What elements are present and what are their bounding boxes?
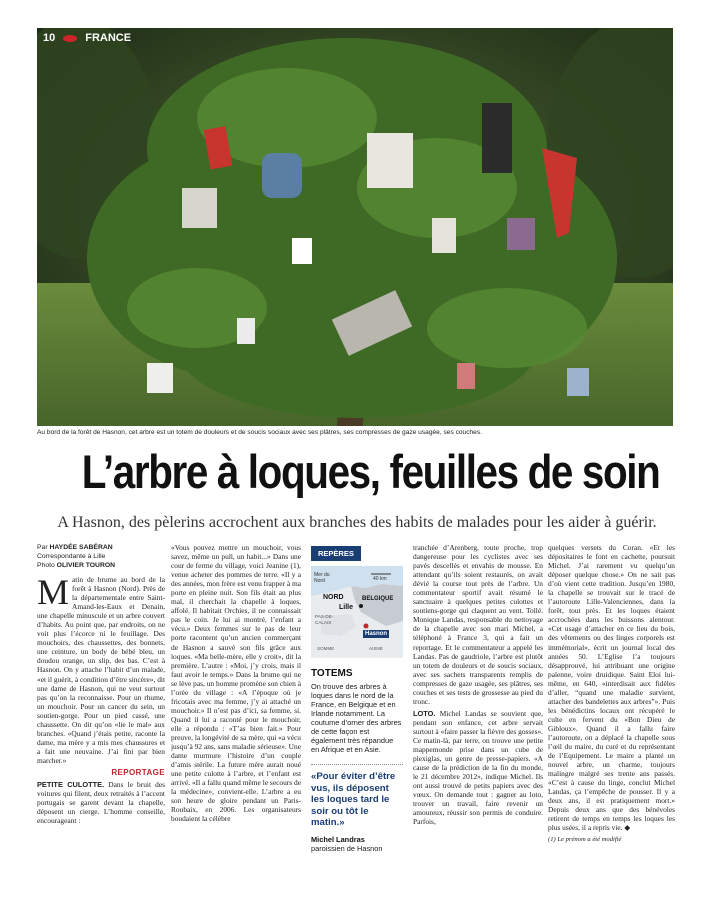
article-column-2 <box>171 543 301 897</box>
page-header <box>37 28 131 48</box>
section-label: FRANCE <box>85 32 132 44</box>
hero-photo <box>37 28 673 426</box>
map-label-sea: Mer du Nord <box>314 572 330 584</box>
map-label-belgique: BELGIQUE <box>362 596 394 602</box>
subheadline: A Hasnon, des pèlerins accrochent aux branches des habits de malades pour les aider à guérir. <box>57 514 657 531</box>
photo-caption: Au bord de la forêt de Hasnon, cet arbre est un totem de douleurs et de soucis sociaux avec ses plâtres, ses compresses de gaze usagée, ses couches. <box>37 429 482 436</box>
sidebar-divider <box>311 764 403 765</box>
article-column-5 <box>548 543 675 897</box>
reportage-kicker: REPORTAGE <box>111 767 165 777</box>
map-label-pas-de-calais: PAS-DE-CALAIS <box>315 614 334 625</box>
map-label-aisne: AISNE <box>369 646 383 651</box>
section-runin-loto: LOTO. <box>413 708 436 718</box>
byline <box>37 543 167 570</box>
rag-tree-photo-illustration <box>37 28 673 426</box>
section-marker-icon <box>63 35 77 42</box>
article-col4-continued: Michel Landas se souvient que, pendant son enfance, cet arbre servait surtout à «faire passer la fièvre des gosses». Ce matin-là, par terre, on trouve une petite mappemonde prise dans un cube de plexiglas, un genre de presse-papiers. «A cause de la prédiction de la fin du monde, le 21 décembre 2012», indique Michel. Ils ont aussi trouvé de petits papiers avec des vœux. On demande tout : gagner au loto, trouver un travail, faire revenir un amoureux, réussir son permis de conduire. Parfois, <box>413 708 543 827</box>
dropcap: M <box>37 575 70 612</box>
page-number: 10 <box>43 32 56 44</box>
totems-title: TOTEMS <box>311 668 353 679</box>
author-role: Correspondante à Lille <box>37 553 106 560</box>
photo-prefix: Photo <box>37 562 57 569</box>
quote-author: Michel Landras <box>311 834 365 844</box>
article-column-1 <box>37 575 165 897</box>
headline: L’arbre à loques, feuilles de soin <box>81 445 660 498</box>
article-col1-continued: Dans le bruit des voitures qui filent, deux retraités à l’accent portugais se garent devant la chapelle, déposent un cierge. L’homme conseille, encourageant : <box>37 780 165 826</box>
map-label-hasnon: Hasnon <box>365 631 388 637</box>
author-name: HAYDÉE SABÉRAN <box>49 544 113 551</box>
map-label-somme: SOMME <box>317 646 335 651</box>
map-label-nord: NORD <box>323 594 344 601</box>
map-label-scale: 40 km <box>373 576 387 582</box>
end-of-article-mark: ◆ <box>624 823 631 833</box>
article-intro: atin de brume au bord de la forêt à Hasnon (Nord). Près de la départementale entre Saint-Amand-les-Eaux et Denain, une chapelle minuscule et un arbre couvert d’habits. Au point que, par endroits, on ne voit plus l’écorce ni le feuillage. Des mouchoirs, des chaussettes, des bonnets, une ceinture, un body de bébé bleu, un doudou orange, un slip, des bas. C’est à Hasnon. On y attache l’habit d’un malade, «et il guérit, à condition d’être sincère», dit une dame de Hasnon, qui ne veut surtout pas qu’on la reconnaisse. Pour un rhume, un mouchoir. Pour un cancer du sein, un soutien-gorge. Pour un pied cassé, une chaussette. On dit qu’on «lie le mal» aux branches. «Quand j’étais petite, raconte la dame, ma mère y a mis mes chaussures et a fait une neuvaine. J’ai fini par bien marcher.» <box>37 575 165 765</box>
article-column-4 <box>413 543 543 897</box>
photographer-name: OLIVIER TOURON <box>56 562 116 569</box>
section-runin-petite-culotte: PETITE CULOTTE. <box>37 780 105 790</box>
location-map <box>311 566 403 658</box>
quote-role: paroissien de Hasnon <box>311 843 383 853</box>
article-col4-text: tranchée d’Arenberg, toute proche, trop dangereuse pour les cyclistes avec ses pavés descellés et envahis de mousse. En attendant qu’ils soient restaurés, on avait dévié la course tout près de l’arbre. Un commentateur sportif avait résumé le sanctuaire à quelques petites culottes et soutiens-gorge qui claquent au vent. Tollé. Monique Landas, responsable du nettoyage de la chapelle avec son mari Michel, a téléphoné à France 3, qui a fait un reportage. Et le commentateur a appelé les Landas. Pas de gaudriole, l’arbre est plutôt un totem de douleurs et de soucis sociaux, avec ses sachets transparents remplis de compresses de gaze usagée, ses plâtres, ses couches et ses tests de grossesse au pied du tronc. <box>413 543 543 706</box>
byline-prefix: Par <box>37 544 50 551</box>
article-col2-text: «Vous pouvez mettre un mouchoir, vous savez, même un pull, un habit...» Dans une cour de ferme du village, voici Jeanine (1), venue acheter des pommes de terre. «Il y a des années, mon frère est venu frapper à ma porte en pleine nuit. Son fils était au plus mal, il cherchait la chapelle à loques, affolé. Il habitait Orchies, il ne connaissait pas le coin. Je lui ai montré, l’enfant a vécu.» Deux femmes sur le pas de leur porte racontent qu’un ancien commerçant de Hasnon a sauvé son fils grâce aux loques. «Ma belle-mère, elle y croit», dit la première. L’autre : «Moi, j’y crois, mais il faut avoir le temps.» Dans la brume qui ne se lève pas, un homme promène son chien à l’orée du village : «A l’époque où je fricotais avec ma femme, j’y ai attaché un mouchoir.» Il n’est pas d’ici, sa femme, si. Quand il lui a raconté pour le mouchoir, elle a répondu : «T’as bien fait.» Pour preuve, la longévité de sa mère, qui «a vécu jusqu’à 92 ans, sans maladie sérieuse». Une dame murmure l’histoire d’un couple d’amis stérile. La future mère aurait noué une petite culotte à l’arbre, et l’enfant est arrivé. «Il a fallu quand même le secours de la médecine», convient-elle. L’arbre a eu son heure de gloire pendant un Paris-Roubaix, en 2006. Les organisateurs boudaient la célèbre <box>171 543 301 824</box>
reperes-label: REPÈRES <box>311 546 361 561</box>
map-label-lille: Lille <box>339 604 354 611</box>
sidebar-reperes <box>311 543 403 897</box>
totems-text: On trouve des arbres à loques dans le nord de la France, en Belgique et en Irlande notamment. La coutume d’orner des arbres de cette façon est également très répandue en Afrique et en Asie. <box>311 682 402 754</box>
pull-quote: «Pour éviter d’être vus, ils déposent les loques tard le soir ou tôt le matin.» <box>311 771 396 828</box>
footnote: (1) Le prénom a été modifié <box>548 835 622 843</box>
article-col5-text: quelques versets du Coran. «Et les dépositaires le font en cachette, poursuit Michel. J’ai rarement vu quelqu’un déposer quelque chose.» On ne sait pas d’où vient cette tradition. Jusqu’en 1980, la chapelle se trouvait sur le tracé de l’autoroute Lille-Valenciennes, dans la forêt, tout près. Et les loques étaient accrochées dans les buissons alentour. «Cet usage d’attacher en ce lieu du bois, des vêtements ou des linges corporels est immémorial», écrit un journal local des années 50. L’Eglise l’a toujours désapprouvé, lui attribuant une origine païenne, voire druidique. Saint Eloi lui-même, en 640, «interdisait aux fidèles d’aller, “quand une maladie survient, attacher des bandelettes aux arbres”». Puis les bénédictins locaux ont récupéré le culte en fervent du «Bon Dieu de Gibloux». Quand il a fallu faire l’autoroute, on a déplacé la chapelle sous l’œil du maire, du curé et du représentant de l’Equipement. Le maire a planté un nouvel arbre, un charme, toujours malingre malgré ses trente ans passés. «C’est à cause du linge, conclut Michel Landas, ça l’empêche de pousser. Il y a deux ans, il est pratiquement mort.» Depuis deux ans que des bénévoles retirent de temps en temps les loques les plus usées, il a repris vie. <box>548 543 675 833</box>
